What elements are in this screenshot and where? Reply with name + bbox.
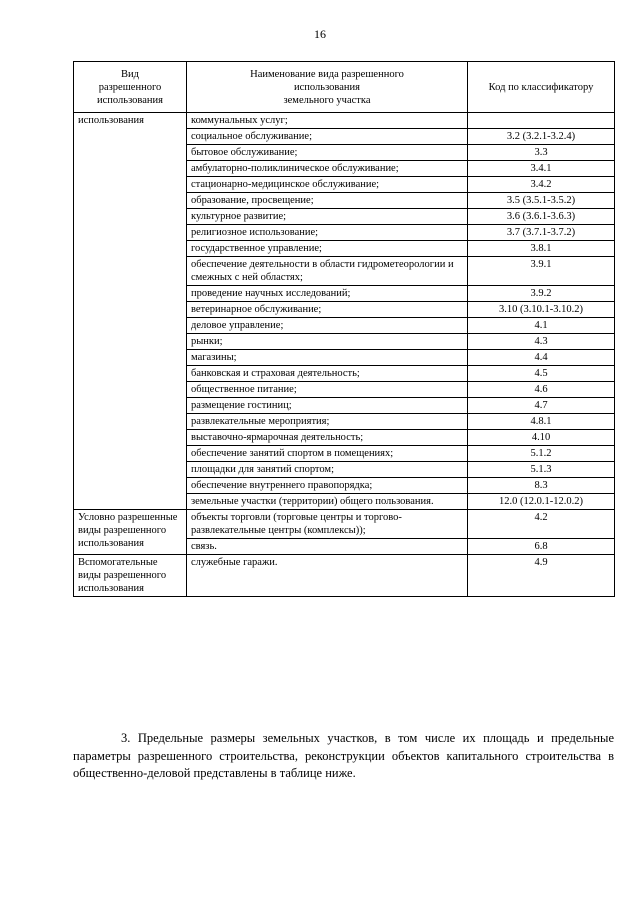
code-cell: 4.1 <box>468 318 615 334</box>
kind-cell: Вспомогательные виды разрешенного использования <box>74 555 187 597</box>
kind-cell: Условно разрешенные виды разрешенного использования <box>74 510 187 555</box>
name-cell: банковская и страховая деятельность; <box>187 366 468 382</box>
code-cell: 3.2 (3.2.1-3.2.4) <box>468 129 615 145</box>
name-cell: государственное управление; <box>187 241 468 257</box>
name-cell: образование, просвещение; <box>187 193 468 209</box>
code-cell: 4.6 <box>468 382 615 398</box>
header-name: Наименование вида разрешенного использования земельного участка <box>187 62 468 113</box>
name-cell: земельные участки (территории) общего пользования. <box>187 494 468 510</box>
name-cell: культурное развитие; <box>187 209 468 225</box>
name-cell: деловое управление; <box>187 318 468 334</box>
name-cell: развлекательные мероприятия; <box>187 414 468 430</box>
code-cell: 3.7 (3.7.1-3.7.2) <box>468 225 615 241</box>
code-cell: 3.6 (3.6.1-3.6.3) <box>468 209 615 225</box>
name-cell: объекты торговли (торговые центры и торгово-развлекательные центры (комплексы)); <box>187 510 468 539</box>
name-cell: рынки; <box>187 334 468 350</box>
name-cell: связь. <box>187 539 468 555</box>
code-cell: 4.10 <box>468 430 615 446</box>
code-cell <box>468 113 615 129</box>
code-cell: 5.1.3 <box>468 462 615 478</box>
name-cell: стационарно-медицинское обслуживание; <box>187 177 468 193</box>
code-cell: 4.8.1 <box>468 414 615 430</box>
code-cell: 3.5 (3.5.1-3.5.2) <box>468 193 615 209</box>
code-cell: 4.9 <box>468 555 615 597</box>
name-cell: амбулаторно-поликлиническое обслуживание; <box>187 161 468 177</box>
code-cell: 4.5 <box>468 366 615 382</box>
name-cell: выставочно-ярмарочная деятельность; <box>187 430 468 446</box>
body-paragraph: 3. Предельные размеры земельных участков, в том числе их площадь и предельные параметры разрешенного строительства, реконструкции объектов капитального строительства в общественно-деловой представлены в таблице ниже. <box>73 731 614 780</box>
code-cell: 3.3 <box>468 145 615 161</box>
code-cell: 8.3 <box>468 478 615 494</box>
page-number: 16 <box>314 27 326 41</box>
code-cell: 3.10 (3.10.1-3.10.2) <box>468 302 615 318</box>
name-cell: служебные гаражи. <box>187 555 468 597</box>
name-cell: общественное питание; <box>187 382 468 398</box>
kind-cell: использования <box>74 113 187 510</box>
code-cell: 3.4.1 <box>468 161 615 177</box>
code-cell: 3.9.1 <box>468 257 615 286</box>
name-cell: социальное обслуживание; <box>187 129 468 145</box>
name-cell: обеспечение занятий спортом в помещениях; <box>187 446 468 462</box>
code-cell: 4.7 <box>468 398 615 414</box>
table-row <box>74 113 615 129</box>
header-code: Код по классификатору <box>468 62 615 113</box>
table-body <box>74 113 615 597</box>
code-cell: 3.9.2 <box>468 286 615 302</box>
land-use-table <box>73 61 615 597</box>
code-cell: 4.2 <box>468 510 615 539</box>
name-cell: проведение научных исследований; <box>187 286 468 302</box>
name-cell: магазины; <box>187 350 468 366</box>
name-cell: обеспечение деятельности в области гидрометеорологии и смежных с ней областях; <box>187 257 468 286</box>
name-cell: религиозное использование; <box>187 225 468 241</box>
code-cell: 4.4 <box>468 350 615 366</box>
table-row <box>74 555 615 597</box>
name-cell: бытовое обслуживание; <box>187 145 468 161</box>
name-cell: размещение гостиниц; <box>187 398 468 414</box>
name-cell: ветеринарное обслуживание; <box>187 302 468 318</box>
table-row <box>74 510 615 539</box>
code-cell: 3.4.2 <box>468 177 615 193</box>
code-cell: 6.8 <box>468 539 615 555</box>
code-cell: 5.1.2 <box>468 446 615 462</box>
name-cell: коммунальных услуг; <box>187 113 468 129</box>
table-header-row <box>74 62 615 113</box>
header-kind: Вид разрешенного использования <box>74 62 187 113</box>
name-cell: площадки для занятий спортом; <box>187 462 468 478</box>
name-cell: обеспечение внутреннего правопорядка; <box>187 478 468 494</box>
code-cell: 4.3 <box>468 334 615 350</box>
code-cell: 3.8.1 <box>468 241 615 257</box>
code-cell: 12.0 (12.0.1-12.0.2) <box>468 494 615 510</box>
